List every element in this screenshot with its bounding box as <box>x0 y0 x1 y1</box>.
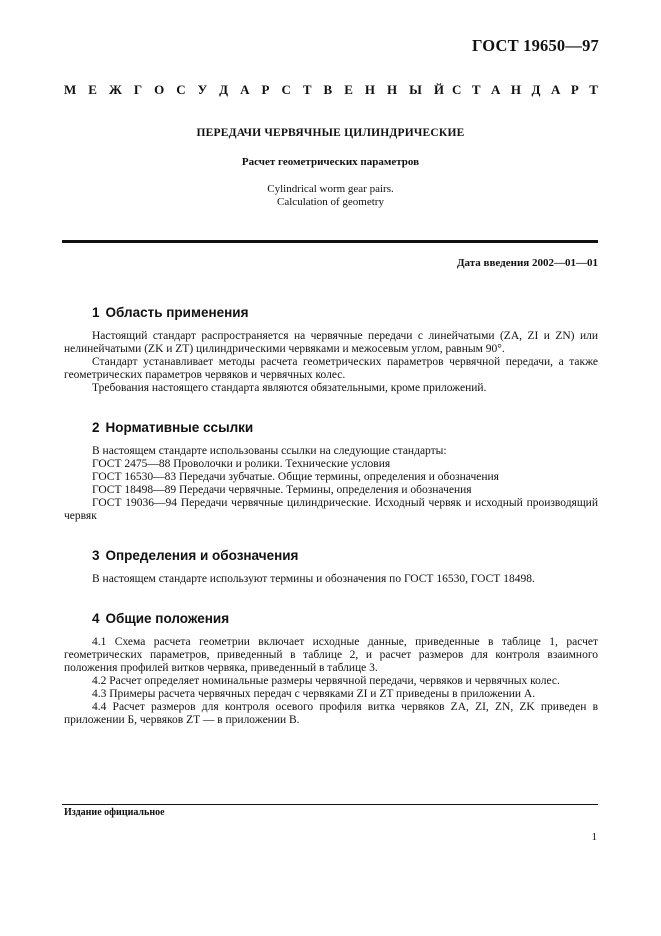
section-1-heading <box>92 305 248 320</box>
banner-letter: Т <box>471 82 481 97</box>
banner-letter: Е <box>88 82 97 97</box>
document-code: ГОСТ 19650—97 <box>471 36 599 55</box>
banner-letter: Ж <box>108 82 122 97</box>
paragraph: В настоящем стандарте используют термины и обозначения по ГОСТ 16530, ГОСТ 18498. <box>92 573 535 585</box>
banner-letter: С <box>281 82 291 97</box>
section-title: Общие положения <box>105 611 230 626</box>
document-title: ПЕРЕДАЧИ ЧЕРВЯЧНЫЕ ЦИЛИНДРИЧЕСКИЕ <box>196 127 465 139</box>
paragraph: 4.2 Расчет определяет номинальные размеры червячной передачи, червяков и червячных колес. <box>92 675 560 687</box>
section-2-body <box>92 445 598 497</box>
banner-letter: О <box>154 82 165 97</box>
banner-word-2 <box>452 82 598 98</box>
paragraph: Настоящий стандарт распространяется на червячные передачи с линейчатыми (ZA, ZI и ZN) или нелинейчатыми (ZK и ZT) цилиндрическими червяками и межосевым углом, равным 90°. <box>64 330 598 355</box>
section-number: 1 <box>92 305 100 320</box>
reference-item: ГОСТ 18498—89 Передачи червячные. Термины, определения и обозначения <box>92 484 472 496</box>
section-title: Определения и обозначения <box>105 548 299 563</box>
reference-item: ГОСТ 16530—83 Передачи зубчатые. Общие термины, определения и обозначения <box>92 471 499 483</box>
english-title-line-2: Calculation of geometry <box>277 196 384 208</box>
edition-label: Издание официальное <box>64 807 165 818</box>
paragraph: Требования настоящего стандарта являются обязательными, кроме приложений. <box>92 382 487 394</box>
banner-letter: Р <box>261 82 270 97</box>
banner-letter: А <box>491 82 501 97</box>
paragraph: Стандарт устанавливает методы расчета геометрических параметров червячной передачи, а также геометрических параметров червяков и червячных колес. <box>64 356 598 381</box>
document-subtitle: Расчет геометрических параметров <box>241 156 420 168</box>
banner-letter: Т <box>302 82 312 97</box>
banner-letter: Н <box>364 82 375 97</box>
banner-letter: Р <box>570 82 579 97</box>
section-title: Нормативные ссылки <box>105 420 254 435</box>
banner-letter: Т <box>589 82 598 97</box>
banner-letter: Н <box>386 82 398 97</box>
banner-letter: Г <box>133 82 143 97</box>
banner-letter: Й <box>433 82 444 97</box>
section-title: Область применения <box>105 305 249 320</box>
paragraph: 4.4 Расчет размеров для контроля осевого профиля витка червяков ZA, ZI, ZN, ZK приведен в приложении Б, червяков ZT — в приложении В. <box>64 701 598 726</box>
banner-letter: Н <box>510 82 522 97</box>
page-number: 1 <box>591 831 597 843</box>
banner-letter: А <box>550 82 561 97</box>
banner-letter: А <box>240 82 250 97</box>
banner-letter: Ы <box>409 82 422 97</box>
section-4-heading <box>92 611 229 626</box>
section-number: 3 <box>92 548 100 563</box>
reference-intro: В настоящем стандарте использованы ссылки на следующие стандарты: <box>92 445 447 457</box>
footer-rule <box>62 804 598 805</box>
english-title <box>0 183 661 209</box>
paragraph: 4.1 Схема расчета геометрии включает исходные данные, приведенные в таблице 1, расчет геометрических параметров, приведенный в таблице 2, и расчет размеров для контроля взаимного положения профилей витков червяка, приведенный в таблице 3. <box>64 636 598 674</box>
reference-item: ГОСТ 19036—94 Передачи червячные цилиндрические. Исходный червяк и исходный производящий червяк <box>64 497 598 522</box>
banner-letter: С <box>176 82 186 97</box>
section-1-body <box>64 330 598 395</box>
header-rule <box>62 240 598 243</box>
banner-letter: У <box>197 82 208 97</box>
banner-letter: М <box>64 82 77 97</box>
banner-letter: Д <box>219 82 229 97</box>
section-3-body <box>64 573 598 586</box>
standard-banner <box>64 82 598 98</box>
section-3-heading <box>92 548 298 563</box>
banner-letter: Е <box>344 82 353 97</box>
banner-word-1 <box>64 82 444 98</box>
reference-item: ГОСТ 2475—88 Проволочки и ролики. Технические условия <box>92 458 391 470</box>
section-2-heading <box>92 420 253 435</box>
section-2-last-reference <box>64 497 598 523</box>
banner-letter: В <box>323 82 333 97</box>
english-title-line-1: Cylindrical worm gear pairs. <box>267 183 394 195</box>
section-number: 2 <box>92 420 100 435</box>
banner-letter: С <box>452 82 462 97</box>
banner-letter: Д <box>531 82 541 97</box>
intro-date: Дата введения 2002—01—01 <box>456 257 598 269</box>
paragraph: 4.3 Примеры расчета червячных передач с червяками ZI и ZT приведены в приложении А. <box>92 688 536 700</box>
section-number: 4 <box>92 611 100 626</box>
section-4-body <box>64 636 598 727</box>
